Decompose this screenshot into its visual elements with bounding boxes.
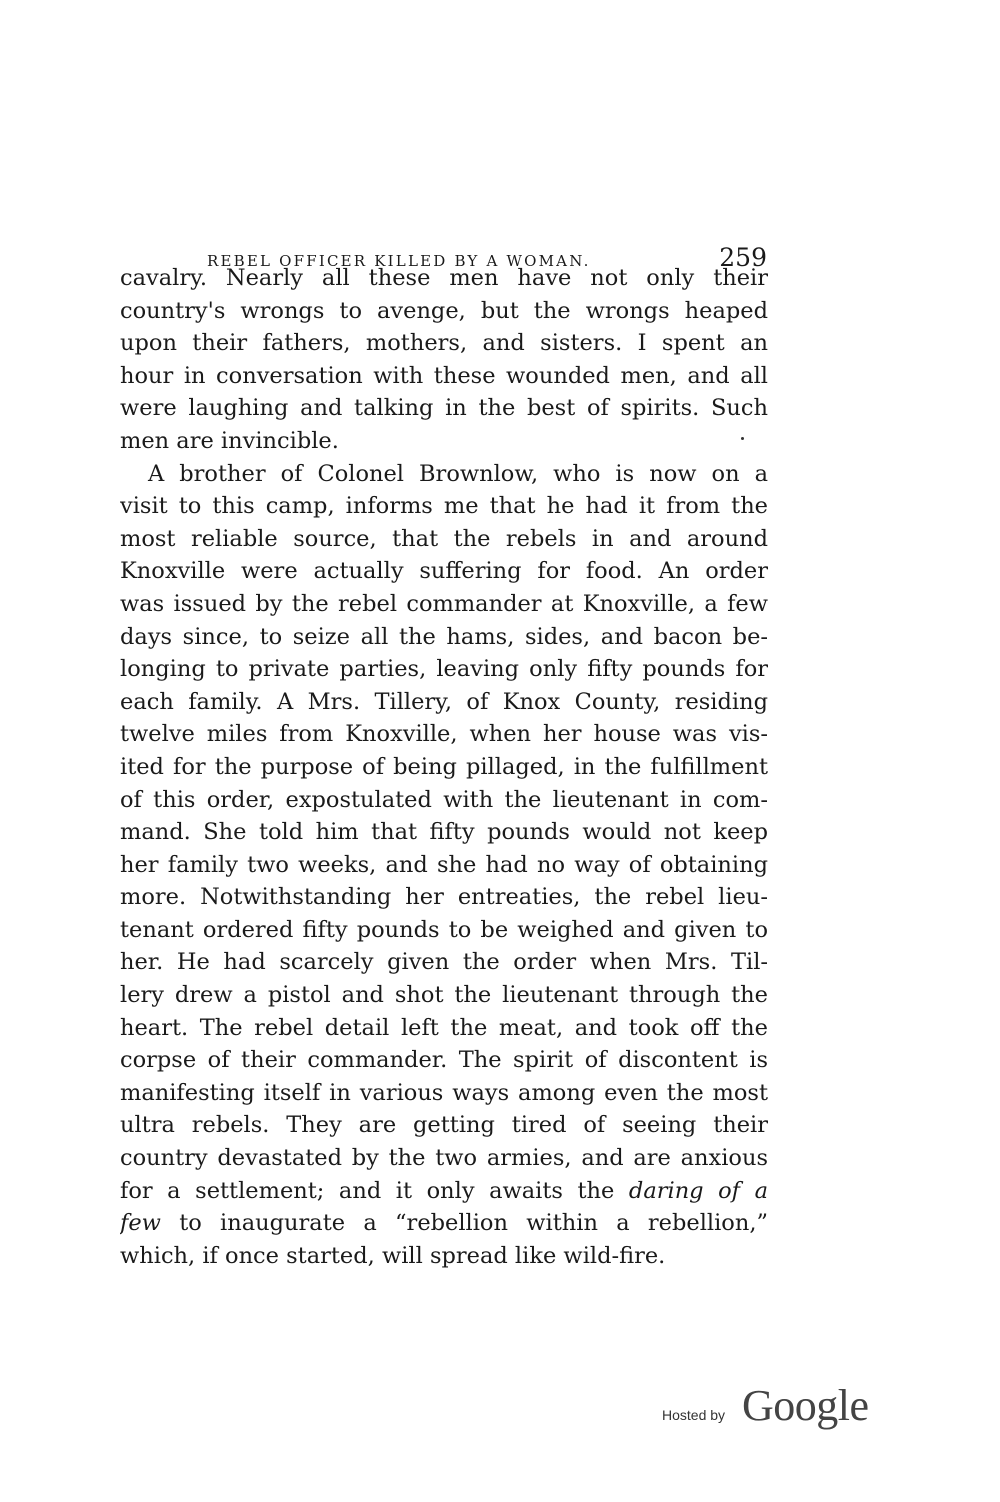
text-line: her. He had scarcely given the order when Mrs. Til- <box>120 949 768 976</box>
text-line: corpse of their commander. The spirit of discontent is <box>120 1047 768 1074</box>
paragraph-2 <box>120 458 768 1273</box>
text-line: A brother of Colonel Brownlow, who is now on a <box>148 460 768 487</box>
text-line: country devastated by the two armies, and are anxious <box>120 1145 768 1172</box>
text-run: to inaugurate a “rebellion within a rebellion,” <box>160 1210 768 1237</box>
text-line: mand. She told him that fifty pounds would not keep <box>120 819 768 846</box>
page-number: 259 <box>719 243 767 272</box>
running-title: REBEL OFFICER KILLED BY A WOMAN. <box>207 252 591 270</box>
text-line: most reliable source, that the rebels in and around <box>120 525 768 552</box>
text-line: each family. A Mrs. Tillery, of Knox County, residing <box>120 688 768 715</box>
text-line: manifesting itself in various ways among even the most <box>120 1079 768 1106</box>
hosted-by-label: Hosted by <box>662 1407 726 1423</box>
italic-phrase: few <box>120 1210 161 1237</box>
text-line: were laughing and talking in the best of spirits. Such <box>120 395 768 422</box>
text-line: visit to this camp, informs me that he had it from the <box>120 493 768 520</box>
text-line: which, if once started, will spread like wild-fire. <box>120 1242 666 1269</box>
body-text <box>120 262 768 1272</box>
text-line: ited for the purpose of being pillaged, in the fulfillment <box>120 753 768 780</box>
hosted-by-google-watermark <box>662 1380 872 1440</box>
text-line: ultra rebels. They are getting tired of seeing their <box>120 1112 768 1139</box>
text-line: longing to private parties, leaving only fifty pounds for <box>120 656 768 683</box>
text-line: more. Notwithstanding her entreaties, the rebel lieu- <box>120 884 768 911</box>
text-line: tenant ordered fifty pounds to be weighed and given to <box>120 916 768 943</box>
text-line: twelve miles from Knoxville, when her house was vis- <box>120 721 768 748</box>
text-line: of this order, expostulated with the lieutenant in com- <box>120 786 768 813</box>
text-line: Knoxville were actually suffering for food. An order <box>120 558 768 585</box>
text-line: men are invincible. <box>120 427 339 454</box>
text-line: hour in conversation with these wounded men, and all <box>120 362 768 389</box>
paragraph-1 <box>120 262 768 458</box>
text-line: was issued by the rebel commander at Knoxville, a few <box>120 590 768 617</box>
italic-phrase: daring of a <box>628 1177 768 1204</box>
text-line: country's wrongs to avenge, but the wrongs heaped <box>120 297 768 324</box>
text-run: for a settlement; and it only awaits the <box>120 1177 629 1204</box>
text-line: cavalry. Nearly all these men have not only their <box>120 265 768 291</box>
text-line: her family two weeks, and she had no way of obtaining <box>120 851 768 878</box>
text-line <box>120 1175 768 1208</box>
text-line: days since, to seize all the hams, sides, and bacon be- <box>120 623 768 650</box>
google-logo: Google <box>742 1381 869 1430</box>
text-line: lery drew a pistol and shot the lieutenant through the <box>120 982 768 1009</box>
text-line: heart. The rebel detail left the meat, and took off the <box>120 1014 768 1041</box>
text-line <box>120 1207 768 1240</box>
text-line: upon their fathers, mothers, and sisters. I spent an <box>120 330 768 357</box>
